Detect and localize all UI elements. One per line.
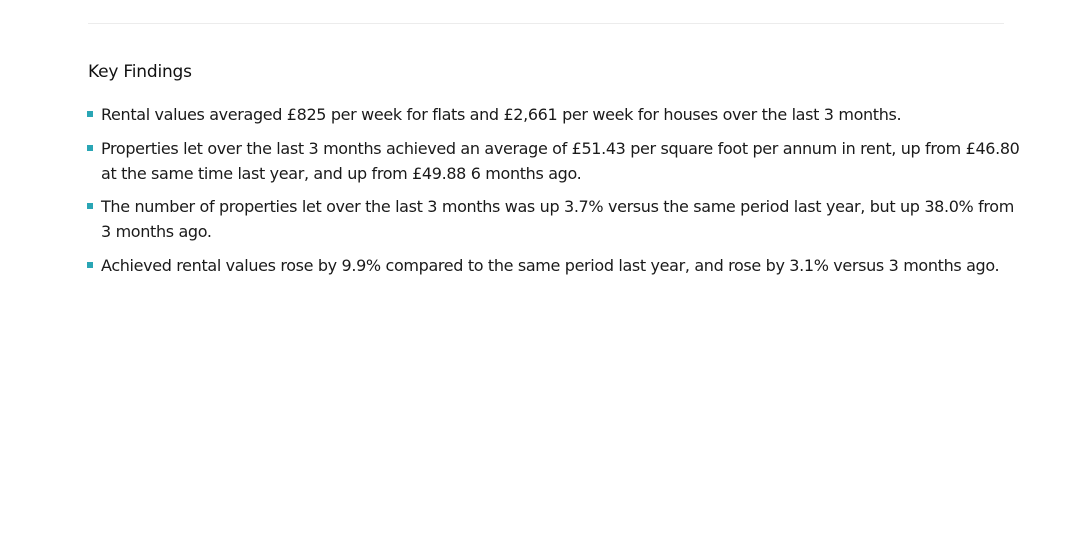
square-bullet-icon bbox=[87, 111, 93, 117]
square-bullet-icon bbox=[87, 145, 93, 151]
finding-item bbox=[87, 102, 1027, 127]
finding-text: Properties let over the last 3 months achieved an average of £51.43 per square foot per annum in rent, up from £46.80 at the same time last year, and up from £49.88 6 months ago. bbox=[101, 138, 1020, 183]
finding-item bbox=[87, 136, 1027, 186]
top-divider bbox=[88, 23, 1004, 24]
finding-item bbox=[87, 194, 1027, 244]
square-bullet-icon bbox=[87, 262, 93, 268]
finding-text: Achieved rental values rose by 9.9% compared to the same period last year, and rose by 3.1% versus 3 months ago. bbox=[101, 255, 1000, 275]
finding-item bbox=[87, 253, 1027, 278]
finding-text: Rental values averaged £825 per week for flats and £2,661 per week for houses over the last 3 months. bbox=[101, 105, 902, 124]
section-title: Key Findings bbox=[88, 62, 192, 82]
square-bullet-icon bbox=[87, 203, 93, 209]
finding-text: The number of properties let over the last 3 months was up 3.7% versus the same period last year, but up 38.0% from 3 months ago. bbox=[101, 197, 1014, 241]
key-findings-list bbox=[87, 102, 1027, 286]
